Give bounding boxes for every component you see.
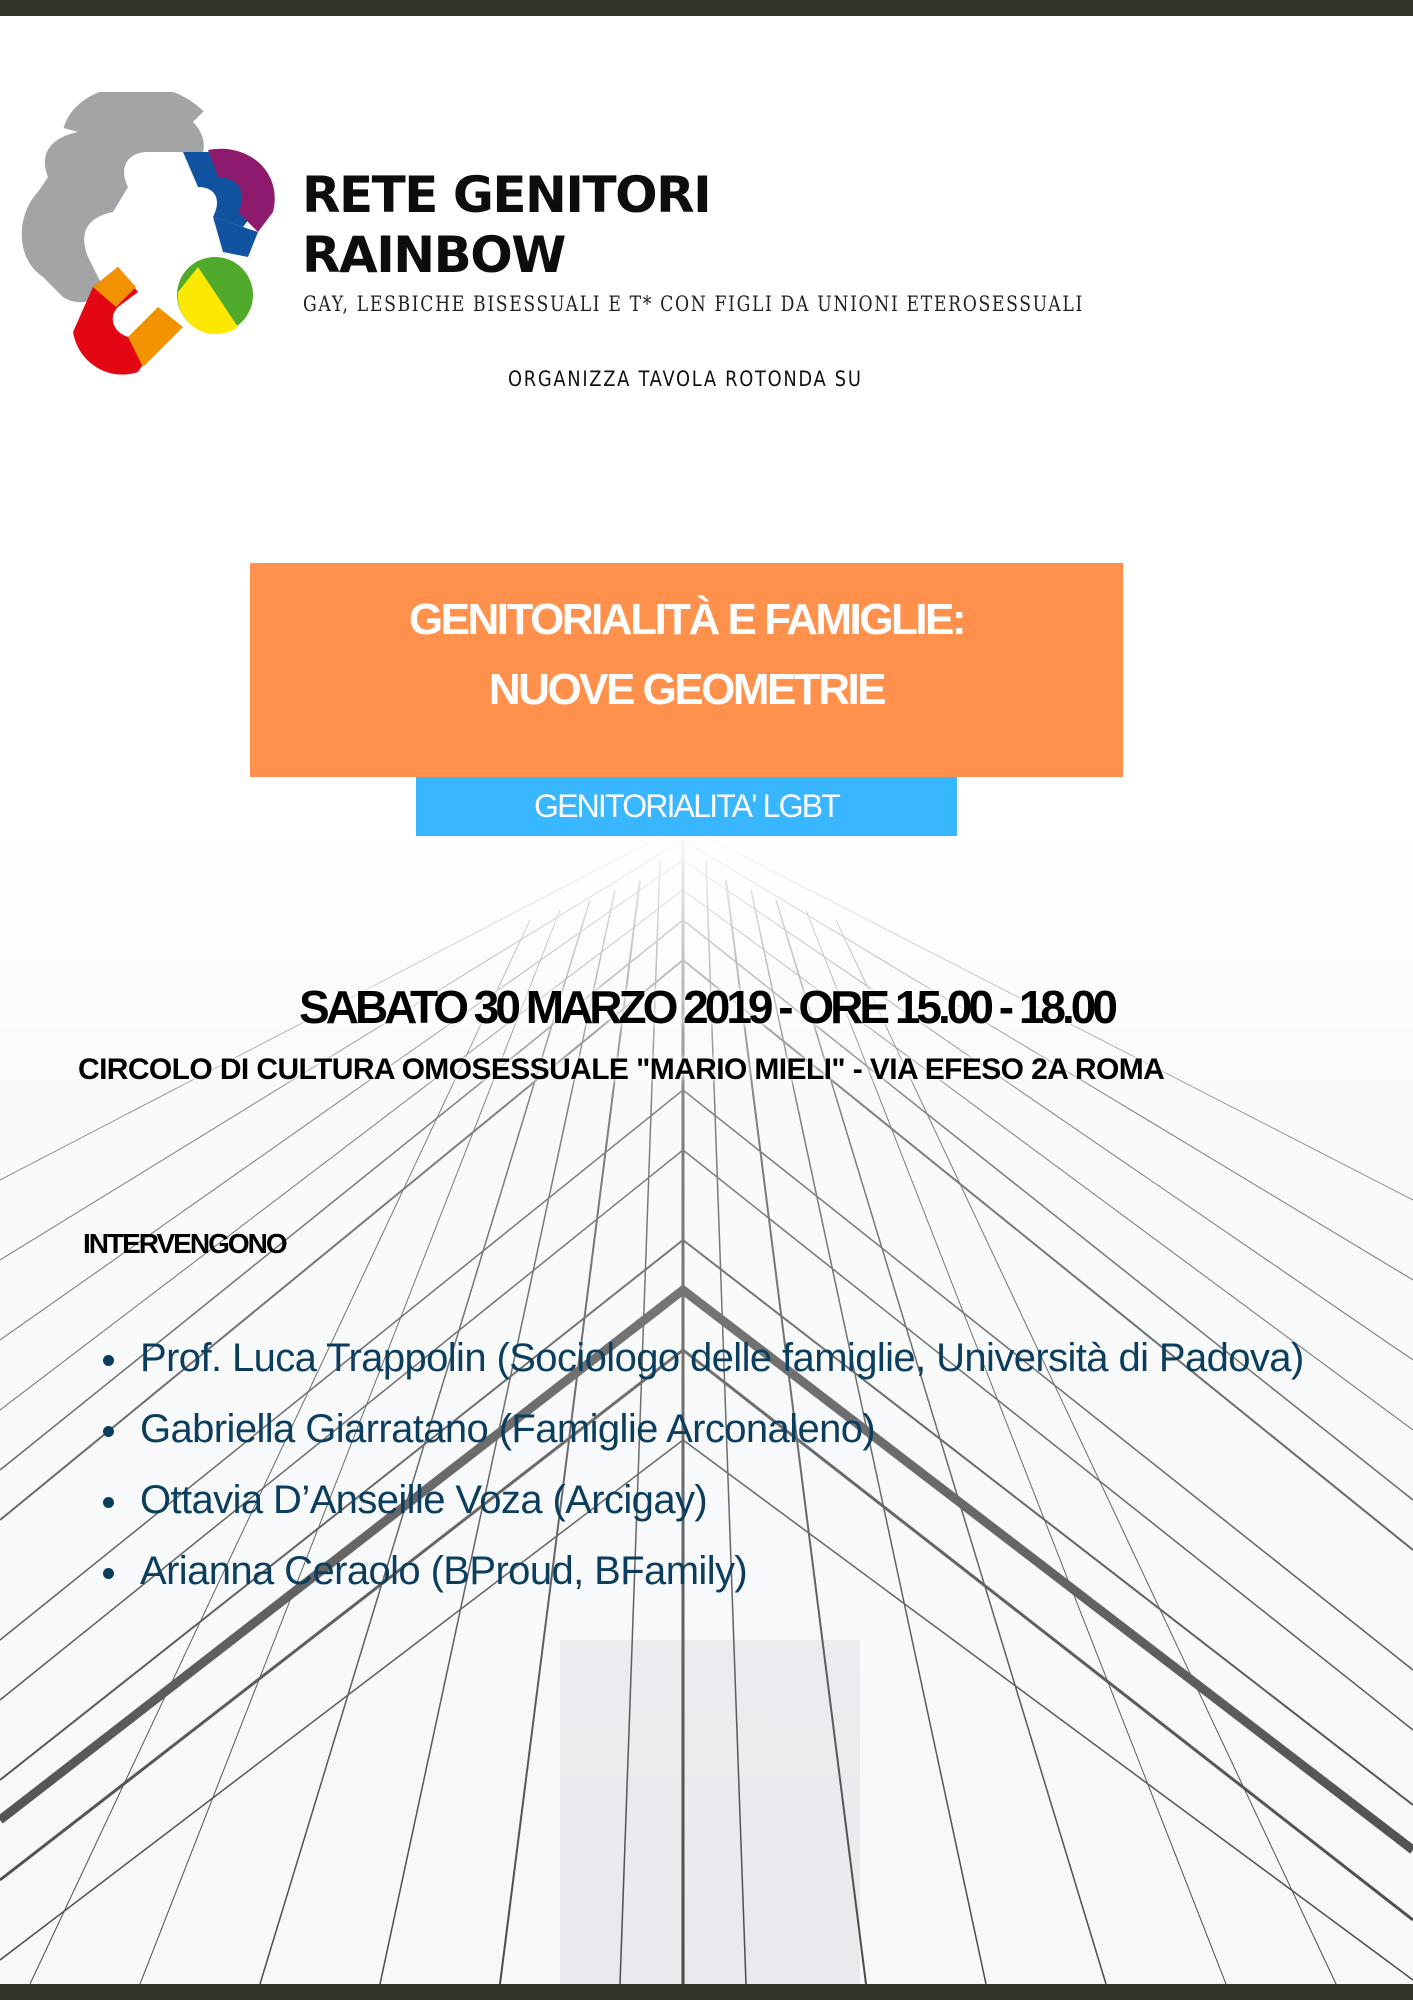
topic-tag-label: GENITORIALITA' LGBT [533,788,840,824]
rainbow-puzzle-logo-icon [18,92,308,382]
speaker-item [95,1465,1304,1536]
top-frame-bar [0,0,1413,16]
bullet-icon [103,1355,114,1366]
organization-subtitle: GAY, LESBICHE BISESSUALI E T* CON FIGLI DA UNIONI ETEROSESSUALI [303,292,1084,316]
speaker-item [95,1536,1304,1607]
speaker-item [95,1394,1304,1465]
event-title-line2: NUOVE GEOMETRIE [488,665,885,714]
speaker-name: Arianna Ceraolo (BProud, BFamily) [140,1549,748,1593]
event-title-box [250,563,1123,777]
event-title-line1: GENITORIALITÀ E FAMIGLIE: [408,595,965,644]
bullet-icon [103,1497,114,1508]
event-datetime: SABATO 30 MARZO 2019 - ORE 15.00 - 18.00 [299,981,1114,1033]
topic-tag [416,777,957,836]
speaker-name: Ottavia D’Anseille Voza (Arcigay) [140,1478,708,1522]
bullet-icon [103,1568,114,1579]
speaker-name: Prof. Luca Trappolin (Sociologo delle famiglie, Università di Padova) [140,1336,1304,1380]
intro-text: ORGANIZZA TAVOLA ROTONDA SU [508,367,863,391]
event-venue: CIRCOLO DI CULTURA OMOSESSUALE "MARIO MIELI" - VIA EFESO 2A ROMA [78,1053,1165,1086]
organization-name-line2: RAINBOW [302,226,565,284]
speakers-list [95,1323,1304,1607]
bullet-icon [103,1426,114,1437]
speaker-name: Gabriella Giarratano (Famiglie Arconaleno) [140,1407,876,1451]
speaker-item [95,1323,1304,1394]
bottom-frame-bar [0,1984,1413,2000]
organization-name [302,165,710,285]
speakers-heading: INTERVENGONO [83,1228,286,1259]
organization-name-line1: RETE GENITORI [302,166,711,224]
